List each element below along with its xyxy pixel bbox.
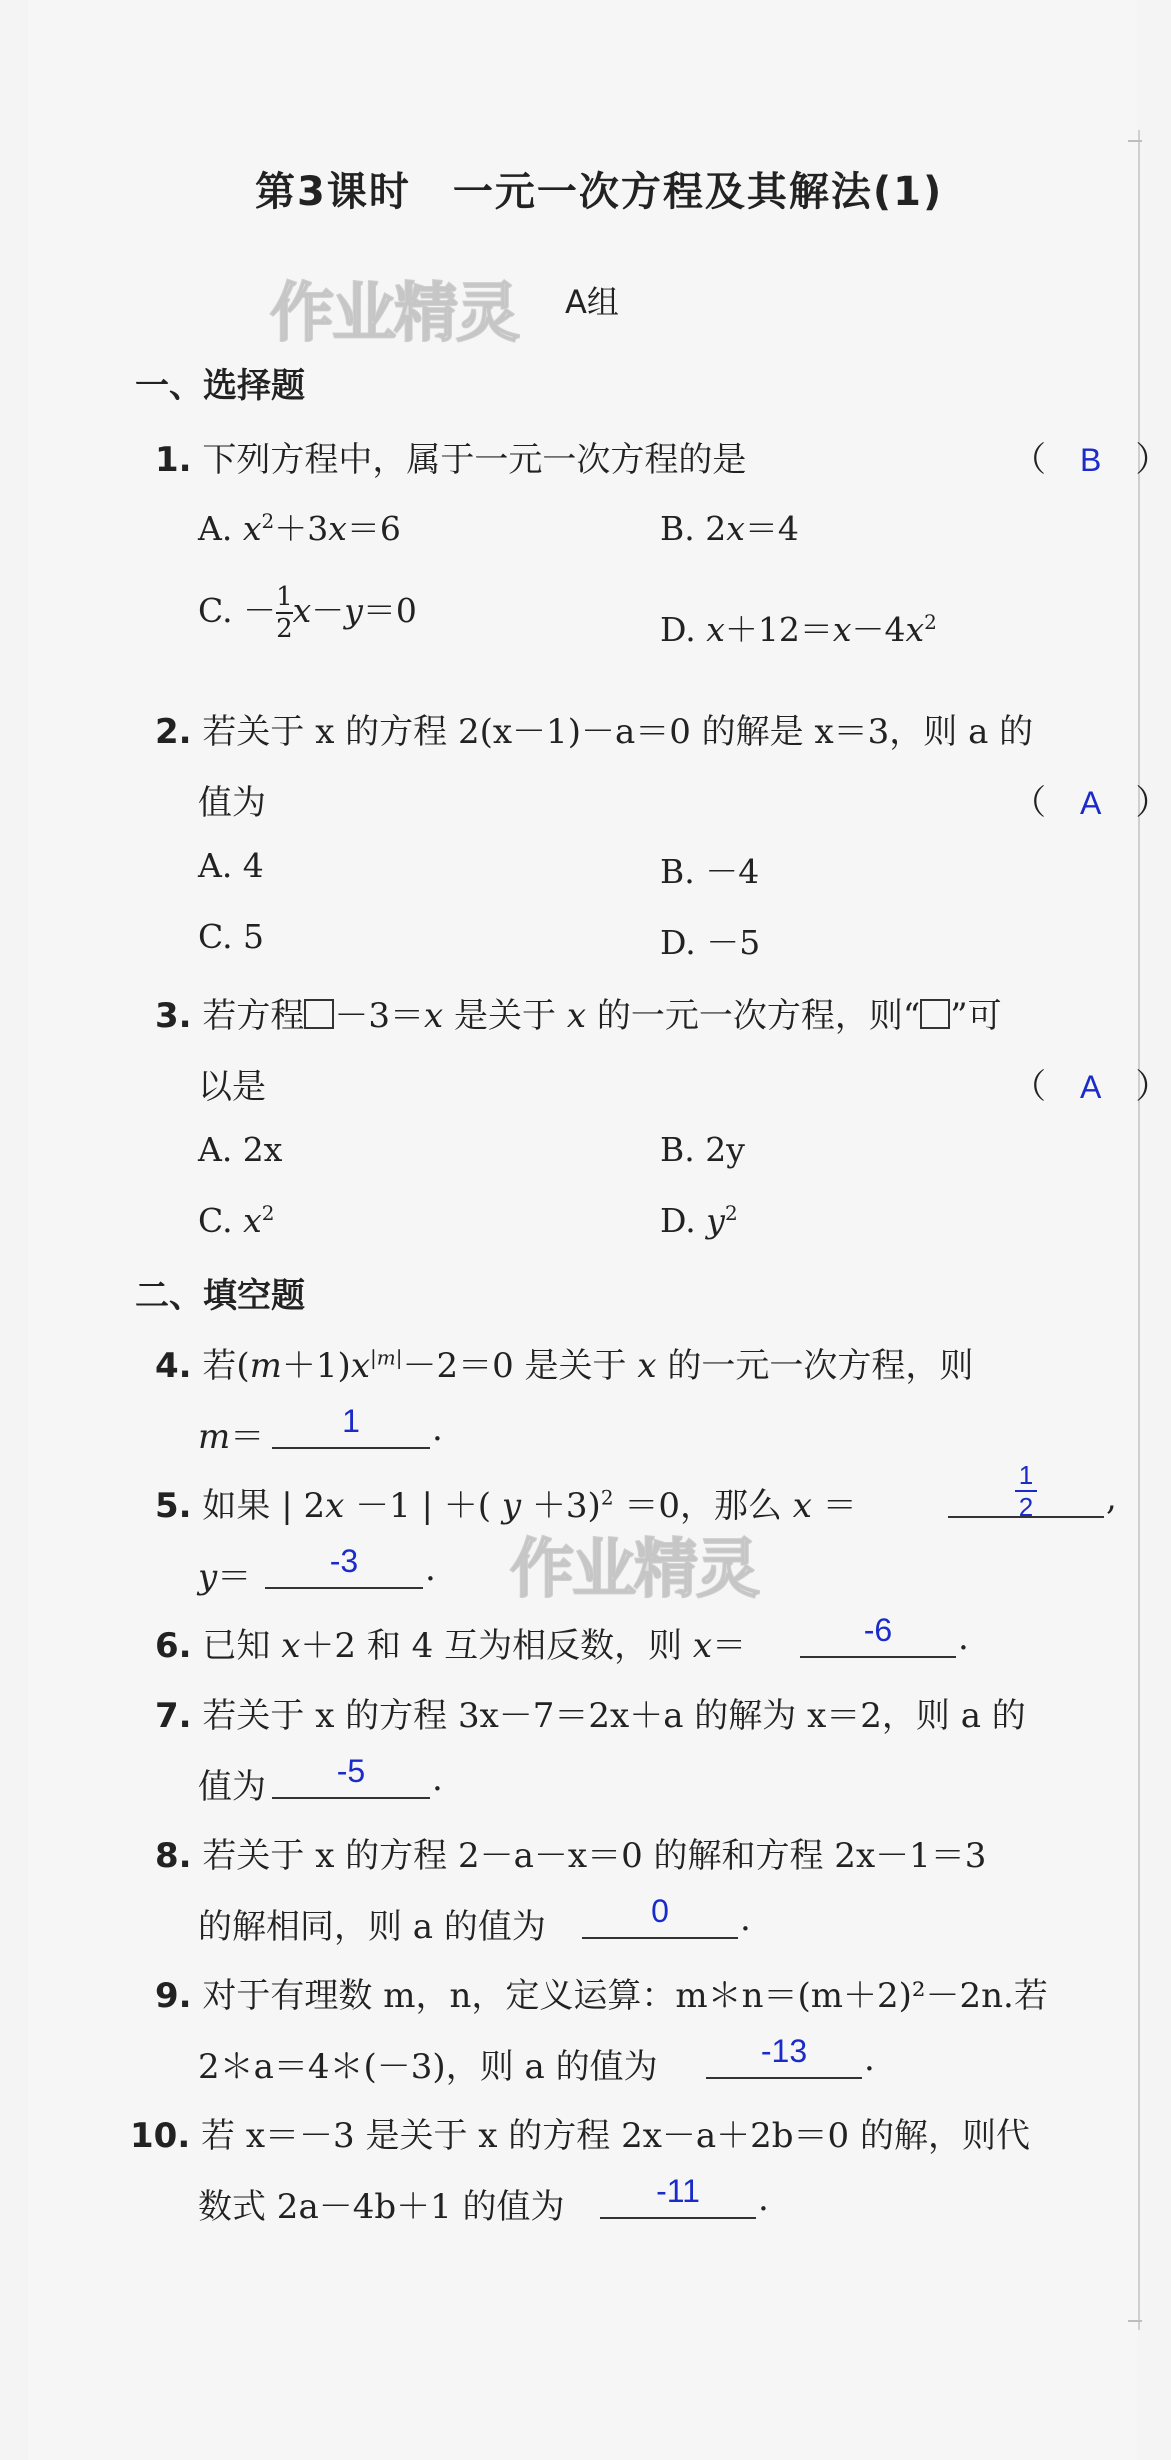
question-text-line2: 值为: [198, 783, 266, 823]
question-number: 5.: [155, 1486, 192, 1526]
question-number: 2.: [155, 712, 192, 752]
question-6: 6. 已知 x＋2 和 4 互为相反数，则 x＝: [155, 1626, 747, 1666]
answer-value: A: [1080, 1069, 1102, 1105]
question-number: 4.: [155, 1346, 192, 1386]
period: .: [958, 1618, 969, 1658]
answer-blank[interactable]: [272, 1403, 430, 1449]
question-3: 3. 若方程 －3＝x 是关于 x 的一元一次方程，则“ ”可: [155, 996, 1002, 1036]
option-b: B. －4: [660, 852, 760, 891]
answer-paren: （ A ）: [1012, 1067, 1170, 1107]
question-text-line2: m＝: [198, 1417, 265, 1457]
option-a: A. $x^2+3x=6$: [198, 509, 401, 548]
period: .: [432, 1759, 443, 1799]
question-text-line2: 的解相同，则 a 的值为: [198, 1907, 546, 1947]
question-text: 下列方程中，属于一元一次方程的是: [202, 440, 747, 480]
option-c: C. $x^2$: [198, 1201, 275, 1240]
answer-blank[interactable]: [272, 1753, 430, 1799]
question-8: [155, 1828, 986, 1877]
question-number: 1.: [155, 440, 192, 480]
question-text-line2: 值为: [198, 1767, 266, 1807]
question-2: [155, 704, 1033, 753]
answer-value: -3: [329, 1543, 359, 1579]
comma: ,: [1106, 1478, 1117, 1518]
watermark: 作业精灵: [510, 1533, 758, 1607]
option-b: B. 2x＝4: [660, 509, 799, 548]
option-c: C. 5: [198, 917, 265, 956]
option-d: D. $y^2$: [660, 1201, 738, 1240]
watermark: 作业精灵: [270, 277, 518, 351]
question-text: 若关于 x 的方程 2(x－1)－a＝0 的解是 x＝3，则 a 的: [202, 712, 1034, 752]
answer-value: -13: [760, 2033, 808, 2069]
answer-value: 1: [342, 1403, 360, 1439]
answer-paren: （ B ）: [1012, 440, 1170, 480]
answer-value: -5: [336, 1753, 366, 1789]
option-b: B. 2y: [660, 1130, 745, 1169]
option-d: D. $x+12=x-4x^2$: [660, 610, 937, 649]
answer-blank[interactable]: [948, 1460, 1104, 1522]
question-text: 对于有理数 m，n，定义运算：m＊n＝(m＋2)²－2n.若: [202, 1976, 1048, 2016]
answer-blank[interactable]: [600, 2173, 756, 2219]
question-text-line2: 以是: [198, 1067, 266, 1107]
square-box-icon: [304, 999, 334, 1029]
option-c: C. － $\frac{1}{2}$ x－y＝0: [198, 582, 417, 644]
section-fill: 二、填空题: [135, 1276, 305, 1316]
question-number: 8.: [155, 1836, 192, 1876]
question-text: 若关于 x 的方程 2－a－x＝0 的解和方程 2x－1＝3: [202, 1836, 987, 1876]
section-choice: 一、选择题: [135, 366, 305, 406]
question-10: [130, 2108, 1030, 2157]
edge-tick: [1128, 2320, 1142, 2322]
answer-value: -11: [656, 2173, 700, 2209]
question-text-line2: y＝: [198, 1557, 252, 1597]
question-text-line2: 2＊a＝4＊(－3)，则 a 的值为: [198, 2047, 658, 2087]
question-text: 若关于 x 的方程 3x－7＝2x＋a 的解为 x＝2，则 a 的: [202, 1696, 1026, 1736]
square-box-icon: [920, 999, 950, 1029]
question-number: 3.: [155, 996, 192, 1036]
question-number: 9.: [155, 1976, 192, 2016]
answer-value: 0: [651, 1893, 669, 1929]
question-text: 若 x＝－3 是关于 x 的方程 2x－a＋2b＝0 的解，则代: [201, 2116, 1030, 2156]
period: .: [425, 1549, 436, 1589]
question-1: [155, 432, 746, 481]
option-a: A. 2x: [198, 1130, 283, 1169]
period: .: [864, 2039, 875, 2079]
answer-value: -6: [863, 1612, 893, 1648]
answer-blank[interactable]: [265, 1543, 423, 1589]
question-number: 10.: [130, 2116, 191, 2156]
answer-blank[interactable]: [706, 2033, 862, 2079]
option-a: A. 4: [198, 846, 264, 885]
question-4: 4. 若$(m+1)x^{|m|}-2=0$ 是关于 x 的一元一次方程，则: [155, 1345, 974, 1386]
answer-value: B: [1080, 442, 1102, 478]
answer-blank[interactable]: [582, 1893, 738, 1939]
answer-blank[interactable]: [800, 1612, 956, 1658]
question-9: [155, 1968, 1048, 2017]
page-title: 第3课时 一元一次方程及其解法(1): [255, 169, 944, 215]
question-5: 5. 如果 | 2x －1 | ＋( y ＋3)$^2$ ＝0，那么 x ＝: [155, 1485, 857, 1526]
question-number: 6.: [155, 1626, 192, 1666]
question-7: [155, 1688, 1026, 1737]
period: .: [740, 1899, 751, 1939]
answer-fraction: 1 2: [948, 1462, 1104, 1520]
answer-value: A: [1080, 785, 1102, 821]
answer-paren: （ A ）: [1012, 783, 1170, 823]
question-text-line2: 数式 2a－4b＋1 的值为: [198, 2187, 565, 2227]
option-d: D. －5: [660, 923, 761, 962]
edge-tick: [1128, 140, 1142, 142]
period: .: [758, 2179, 769, 2219]
period: .: [432, 1409, 443, 1449]
question-number: 7.: [155, 1696, 192, 1736]
group-label: A组: [565, 283, 619, 321]
